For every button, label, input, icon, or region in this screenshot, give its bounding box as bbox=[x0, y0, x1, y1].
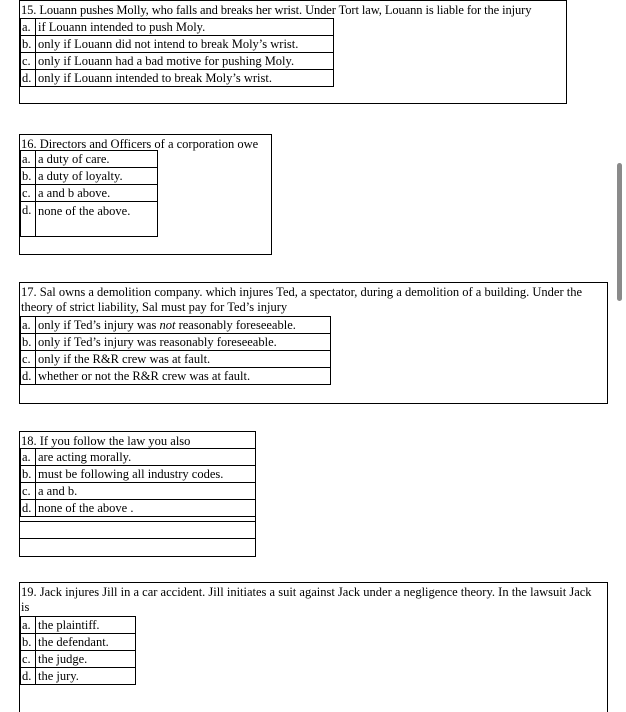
option-text: a duty of loyalty. bbox=[36, 168, 158, 185]
option-letter: b. bbox=[21, 634, 36, 651]
option-letter: c. bbox=[21, 483, 36, 500]
option-letter: b. bbox=[21, 334, 36, 351]
option-text: are acting morally. bbox=[36, 449, 256, 466]
option-letter: d. bbox=[21, 368, 36, 385]
option-row[interactable] bbox=[21, 168, 158, 185]
option-letter: c. bbox=[21, 53, 36, 70]
option-letter: c. bbox=[21, 185, 36, 202]
option-row[interactable] bbox=[21, 151, 158, 168]
option-row[interactable] bbox=[21, 651, 136, 668]
option-row[interactable] bbox=[21, 36, 334, 53]
question-17-box bbox=[19, 282, 608, 404]
option-row[interactable] bbox=[21, 634, 136, 651]
option-letter: d. bbox=[21, 70, 36, 87]
question-19-stem: 19. Jack injures Jill in a car accident. Jill initiates a suit against Jack under a negligence theory. In the lawsuit Jack is bbox=[21, 585, 592, 614]
option-text: none of the above. bbox=[36, 202, 158, 237]
option-text: the plaintiff. bbox=[36, 617, 136, 634]
question-16-options bbox=[20, 150, 158, 237]
option-row[interactable] bbox=[21, 53, 334, 70]
question-18-options bbox=[20, 448, 256, 517]
option-row[interactable] bbox=[21, 185, 158, 202]
question-18-stem: 18. If you follow the law you also bbox=[21, 434, 191, 448]
option-letter: b. bbox=[21, 168, 36, 185]
option-letter: a. bbox=[21, 449, 36, 466]
option-row[interactable] bbox=[21, 351, 331, 368]
option-text-part: only if Ted’s injury was bbox=[38, 318, 160, 332]
question-16-stem: 16. Directors and Officers of a corporation owe bbox=[21, 137, 259, 151]
option-text: only if Ted’s injury was reasonably foreseeable. bbox=[36, 334, 331, 351]
option-text-emphasis: not bbox=[159, 318, 176, 332]
option-letter: a. bbox=[21, 19, 36, 36]
vertical-scrollbar[interactable] bbox=[617, 163, 622, 301]
option-text: whether or not the R&R crew was at fault. bbox=[36, 368, 331, 385]
option-text-part: reasonably foreseeable. bbox=[175, 318, 296, 332]
option-row[interactable] bbox=[21, 334, 331, 351]
option-letter: b. bbox=[21, 36, 36, 53]
question-19-options bbox=[20, 616, 136, 685]
option-text: only if Louann did not intend to break Moly’s wrist. bbox=[36, 36, 334, 53]
option-text: must be following all industry codes. bbox=[36, 466, 256, 483]
question-15-box bbox=[19, 0, 567, 104]
question-15-stem: 15. Louann pushes Molly, who falls and breaks her wrist. Under Tort law, Louann is liable for the injury bbox=[21, 3, 532, 17]
option-text: none of the above . bbox=[36, 500, 256, 517]
question-17-options bbox=[20, 316, 331, 385]
option-letter: c. bbox=[21, 651, 36, 668]
question-19-box bbox=[19, 582, 608, 712]
question-18-box bbox=[19, 431, 256, 556]
question-15-options bbox=[20, 18, 334, 87]
option-row[interactable] bbox=[21, 70, 334, 87]
option-row[interactable] bbox=[21, 483, 256, 500]
option-text: the jury. bbox=[36, 668, 136, 685]
option-text: a duty of care. bbox=[36, 151, 158, 168]
option-text: if Louann intended to push Moly. bbox=[36, 19, 334, 36]
option-text: only if the R&R crew was at fault. bbox=[36, 351, 331, 368]
option-letter: d. bbox=[21, 500, 36, 517]
option-letter: b. bbox=[21, 466, 36, 483]
option-row[interactable] bbox=[21, 449, 256, 466]
question-17-stem: 17. Sal owns a demolition company. which injures Ted, a spectator, during a demolition of a building. Under the theory of strict liability, Sal must pay for Ted’s injury bbox=[21, 285, 583, 314]
option-letter: a. bbox=[21, 617, 36, 634]
option-text: only if Louann intended to break Moly’s wrist. bbox=[36, 70, 334, 87]
option-letter: a. bbox=[21, 151, 36, 168]
option-text: the judge. bbox=[36, 651, 136, 668]
option-letter: c. bbox=[21, 351, 36, 368]
option-row[interactable] bbox=[21, 368, 331, 385]
option-row[interactable] bbox=[21, 317, 331, 334]
option-letter: a. bbox=[21, 317, 36, 334]
option-text: a and b above. bbox=[36, 185, 158, 202]
option-text bbox=[36, 317, 331, 334]
option-row[interactable] bbox=[21, 617, 136, 634]
option-row[interactable] bbox=[21, 500, 256, 517]
option-text: only if Louann had a bad motive for pushing Moly. bbox=[36, 53, 334, 70]
blank-row bbox=[19, 538, 256, 557]
blank-row bbox=[19, 521, 256, 539]
option-letter: d. bbox=[21, 668, 36, 685]
option-text: a and b. bbox=[36, 483, 256, 500]
option-row[interactable] bbox=[21, 19, 334, 36]
question-16-box bbox=[19, 134, 272, 255]
option-letter: d. bbox=[21, 202, 36, 237]
option-row[interactable] bbox=[21, 466, 256, 483]
option-row[interactable] bbox=[21, 668, 136, 685]
option-row[interactable] bbox=[21, 202, 158, 237]
option-text: the defendant. bbox=[36, 634, 136, 651]
